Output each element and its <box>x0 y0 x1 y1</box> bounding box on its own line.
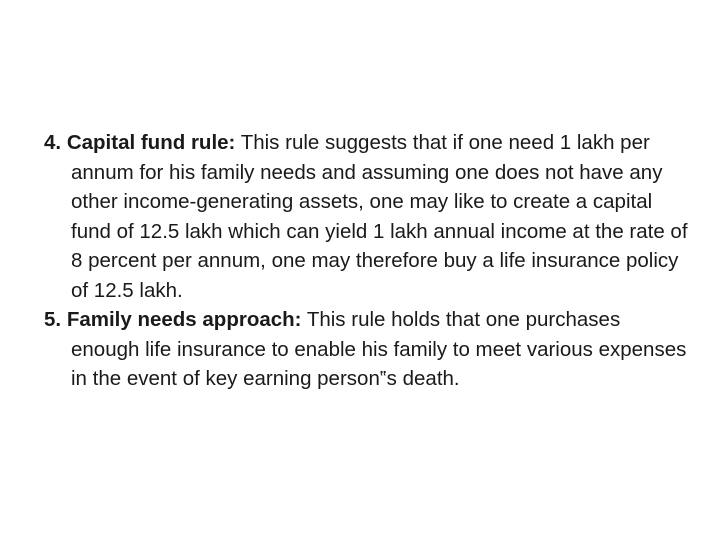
list-item-family-needs-approach <box>44 305 694 394</box>
list-item-text: This rule suggests that if one need 1 lakh per annum for his family needs and assuming one does not have any other income-generating assets, one may like to create a capital fund of 12.5 lakh which can yield 1 lakh annual income at the rate of 8 percent per annum, one may therefore buy a life insurance policy of 12.5 lakh. <box>71 131 688 302</box>
list-item-capital-fund-rule <box>44 128 694 305</box>
list-item-number: 4. <box>44 131 62 154</box>
list-item-term: Capital fund rule: <box>66 131 236 154</box>
list-item-number: 5. <box>44 308 62 331</box>
list-item-term: Family needs approach: <box>66 308 302 331</box>
list-item-text: This rule holds that one purchases enough life insurance to enable his family to meet various expenses in the event of key earning person‟s death. <box>71 308 687 390</box>
slide-body <box>44 128 694 394</box>
